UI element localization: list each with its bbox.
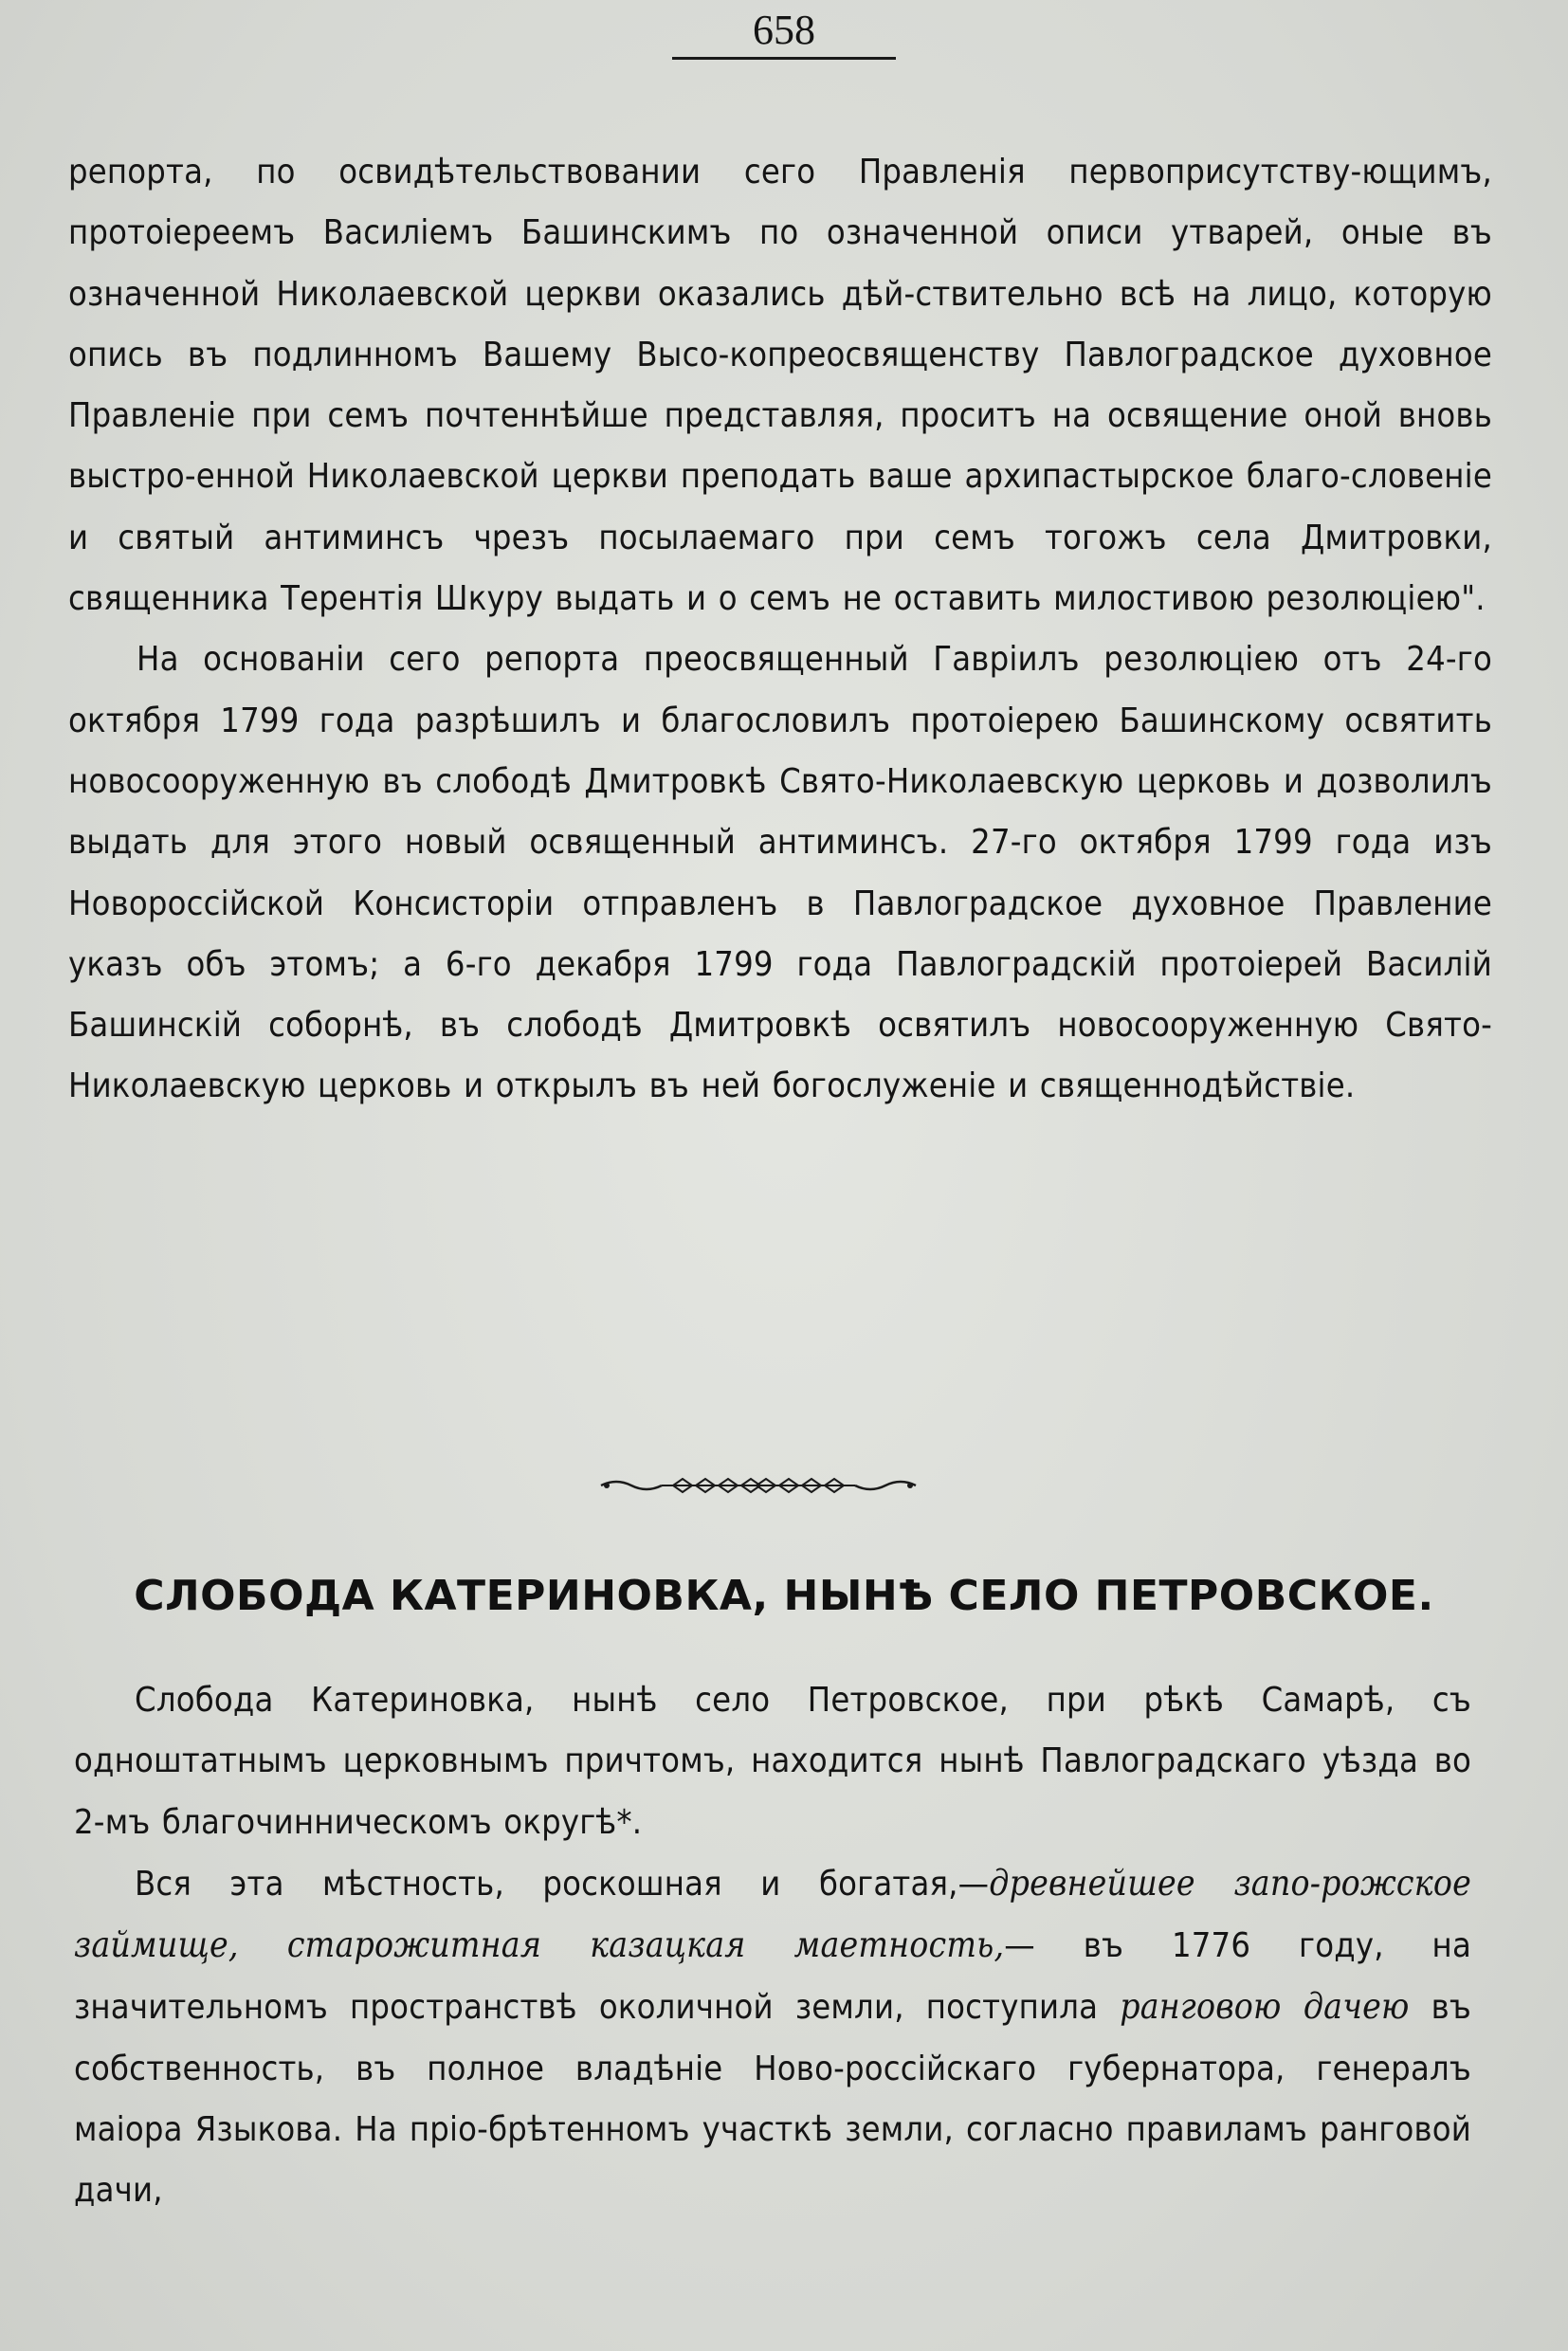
paragraph-report-end: репорта, по освидѣтельствовании сего Правленія первоприсутству-ющимъ, протоіереемъ Василіемъ Башинскимъ по означенной описи утварей, оные въ означенной Николаевской церкви оказались дѣй-ствительно всѣ на лицо, которую опись въ подлинномъ Вашему Высо-копреосвященству Павлоградское духовное Правленіе при семъ почтеннѣйше представляя, проситъ на освящение оной вновь выстро-енной Николаевской церкви преподать ваше архипастырское благо-словеніе и святый антиминсъ чрезъ посылаемаго при семъ тогожъ села Дмитровки, священника Терентія Шкуру выдать и о семъ не оставить милостивою резолюціею". bbox=[68, 153, 1492, 619]
page-number: 658 bbox=[672, 9, 896, 60]
text-block-top bbox=[68, 142, 1492, 1118]
page-header bbox=[0, 9, 1568, 60]
italic-phrase-rank-grant: ранговою дачею bbox=[1120, 1986, 1410, 2028]
ornament-divider bbox=[597, 1474, 920, 1497]
section-heading: СЛОБОДА КАТЕРИНОВКА, НЫНѢ СЕЛО ПЕТРОВСКОЕ. bbox=[134, 1572, 1434, 1620]
text-block-bottom bbox=[74, 1670, 1471, 2222]
paragraph-history bbox=[74, 1853, 1471, 2222]
italic-phrase-zaporozhian: древнейшее запо-рожское займище, старожитная казацкая маетность, bbox=[74, 1862, 1471, 1966]
history-text-end: въ собственность, въ полное владѣніе Ново-россійскаго губернатора, генералъ маіора Языкова. На пріо-брѣтенномъ участкѣ земли, согласно правиламъ ранговой дачи, bbox=[74, 1988, 1471, 2211]
paragraph-resolution: На основаніи сего репорта преосвященный Гавріилъ резолюціею отъ 24-го октября 1799 года разрѣшилъ и благословилъ протоіерею Башинскому освятить новосооруженную въ слободѣ Дмитровкѣ Свято-Николаевскую церковь и дозволилъ выдать для этого новый освященный антиминсъ. 27-го октября 1799 года изъ Новороссійской Консисторіи отправленъ в Павлоградское духовное Правление указъ объ этомъ; а 6-го декабря 1799 года Павлоградскій протоіерей Василій Башинскій соборнѣ, въ слободѣ Дмитровкѣ освятилъ новосооруженную Свято-Николаевскую церковь и открылъ въ ней богослуженіе и священнодѣйствіе. bbox=[68, 640, 1492, 1106]
history-text-middle: — въ 1776 году, на значительномъ пространствѣ околичной земли, поступила bbox=[74, 1926, 1471, 2028]
paragraph-location: Слобода Катериновка, нынѣ село Петровское, при рѣкѣ Самарѣ, съ одноштатнымъ церковнымъ причтомъ, находится нынѣ Павлоградскаго уѣзда во 2-мъ благочинническомъ округѣ*. bbox=[74, 1681, 1471, 1842]
history-text-start: Вся эта мѣстность, роскошная и богатая,— bbox=[135, 1864, 990, 1904]
